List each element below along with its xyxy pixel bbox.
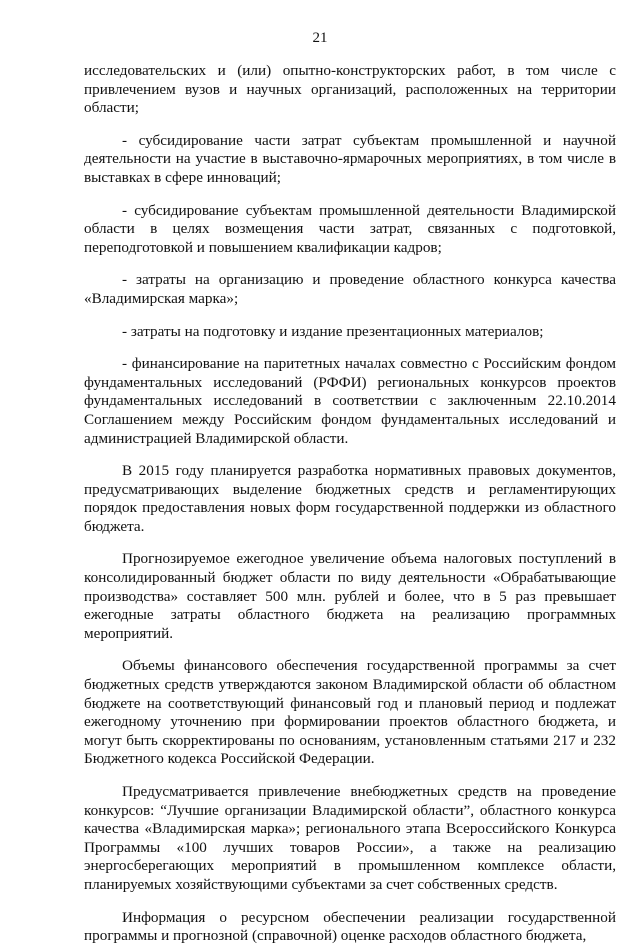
paragraph-financing-volumes: Объемы финансового обеспечения государственной программы за счет бюджетных средств утверждаются законом Владимирской области об областном бюджете на соответствующий финансовый год и плановый период и подлежат ежегодному уточнению при формировании проектов областного бюджета, и могут быть скорректированы по основаниям, установленным статьями 217 и 232 Бюджетного кодекса Российской Федерации. (84, 657, 616, 768)
paragraph-continuation: исследовательских и (или) опытно-конструкторских работ, в том числе с привлечением вузов и научных организаций, расположенных на территории области; (84, 62, 616, 117)
list-item-training-subsidy: - субсидирование субъектам промышленной деятельности Владимирской области в целях возмещения части затрат, связанных с подготовкой, переподготовкой и повышением квалификации кадров; (84, 201, 616, 256)
paragraph-extrabudgetary-funds: Предусматривается привлечение внебюджетных средств на проведение конкурсов: “Лучшие организации Владимирской области”, областного конкурса качества «Владимирская марка»; регионального этапа Всероссийского Конкурса Программы «100 лучших товаров России», а также на реализацию энергосберегающих мероприятий в промышленном комплексе области, планируемых хозяйствующими субъектами за счет собственных средств. (84, 783, 616, 893)
paragraph-2015-plans: В 2015 году планируется разработка нормативных правовых документов, предусматривающих выделение бюджетных средств и регламентирующих порядок предоставления новых форм государственной поддержки из областного бюджета. (84, 462, 616, 535)
page-number: 21 (312, 30, 328, 46)
document-body (84, 62, 616, 946)
paragraph-resource-information: Информация о ресурсном обеспечении реализации государственной программы и прогнозной (справочной) оценке расходов областного бюджета, (84, 908, 616, 945)
list-item-rffi-financing: - финансирование на паритетных началах совместно с Российским фондом фундаментальных исследований (РФФИ) региональных конкурсов проектов фундаментальных исследований в соответствии с заключенным 22.10.2014 Соглашением между Российским фондом фундаментальных исследований и администрацией Владимирской области. (84, 355, 616, 447)
list-item-presentation-materials: - затраты на подготовку и издание презентационных материалов; (122, 322, 544, 340)
paragraph-tax-forecast: Прогнозируемое ежегодное увеличение объема налоговых поступлений в консолидированный бюджет области по виду деятельности «Обрабатывающие производства» составляет 500 млн. рублей и более, что в 5 раз превышает ежегодные затраты областного бюджета на реализацию программных мероприятий. (84, 550, 616, 642)
list-item-exhibition-subsidy: - субсидирование части затрат субъектам промышленной и научной деятельности на участие в выставочно-ярмарочных мероприятиях, в том числе в выставках в сфере инноваций; (84, 131, 616, 186)
list-item-quality-contest: - затраты на организацию и проведение областного конкурса качества «Владимирская марка»; (84, 271, 616, 307)
